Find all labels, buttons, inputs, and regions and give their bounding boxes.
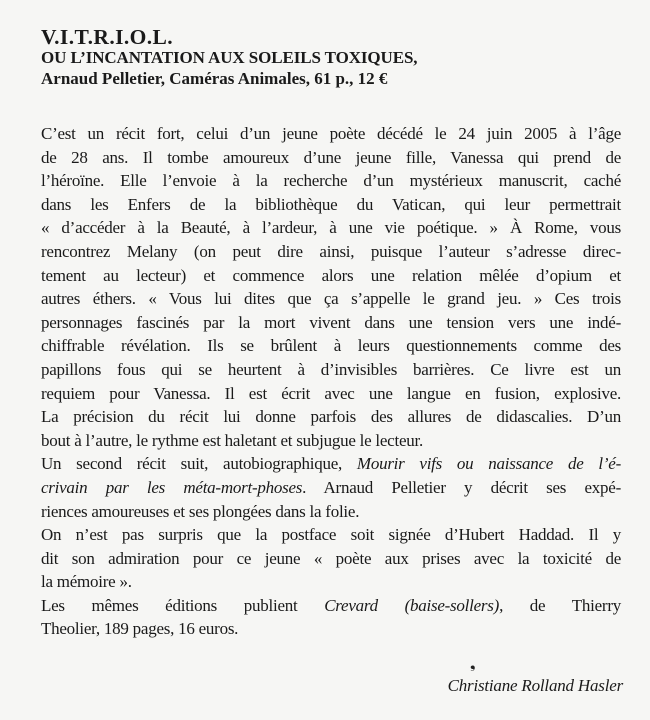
text-run: C’est un récit fort, celui d’un jeune poète décédé le 24 juin 2005 à l’âge bbox=[41, 124, 621, 143]
review-header bbox=[41, 26, 621, 90]
body-line bbox=[41, 122, 621, 146]
text-run: dit son admiration pour ce jeune « poète aux prises avec la toxicité de bbox=[41, 548, 621, 568]
review-signature: Christiane Rolland Hasler bbox=[447, 676, 623, 695]
text-run: « d’accéder à la Beauté, à l’ardeur, à une vie poétique. » À Rome, vous bbox=[41, 218, 621, 238]
text-run: Les mêmes éditions publient bbox=[41, 595, 325, 615]
book-title: V.I.T.R.I.O.L. bbox=[41, 25, 174, 49]
review-body bbox=[41, 122, 621, 641]
body-line bbox=[41, 193, 621, 217]
body-line bbox=[41, 452, 621, 476]
text-run: l’héroïne. Elle l’envoie à la recherche d’un mystérieux manuscrit, caché bbox=[41, 171, 621, 191]
text-run: la mémoire ». bbox=[41, 572, 132, 592]
body-line bbox=[41, 264, 621, 288]
body-line bbox=[41, 547, 621, 571]
body-line bbox=[41, 617, 621, 641]
text-run: personnages fascinés par la mort vivent dans une tension vers une indé- bbox=[41, 312, 621, 332]
body-line bbox=[41, 240, 621, 264]
text-run: Un second récit suit, autobiographique, bbox=[41, 454, 357, 474]
body-line bbox=[41, 500, 621, 524]
body-line bbox=[41, 570, 621, 594]
stray-ink-mark: ❟ bbox=[470, 657, 476, 672]
text-run: On n’est pas surpris que la postface soit signée d’Hubert Haddad. Il y bbox=[41, 525, 621, 545]
body-line bbox=[41, 287, 621, 311]
body-line bbox=[41, 216, 621, 240]
italic-book-title: Mourir vifs ou naissance de l’é- bbox=[356, 454, 621, 474]
body-line bbox=[41, 429, 621, 453]
text-run: tement au lecteur) et commence alors une relation mêlée d’opium et bbox=[41, 265, 621, 285]
italic-book-title: Crevard (baise-sollers) bbox=[324, 595, 500, 615]
body-line bbox=[41, 476, 621, 500]
body-line bbox=[41, 334, 621, 358]
text-run: riences amoureuses et ses plongées dans la folie. bbox=[41, 501, 360, 521]
text-run: papillons fous qui se heurtent à d’invisibles barrières. Ce livre est un bbox=[41, 359, 621, 379]
text-run: dans les Enfers de la bibliothèque du Vatican, qui leur permettrait bbox=[41, 194, 621, 214]
text-run: de 28 ans. Il tombe amoureux d’une jeune fille, Vanessa qui prend de bbox=[41, 147, 621, 167]
text-run: chiffrable révélation. Ils se brûlent à leurs questionnements comme des bbox=[41, 336, 621, 356]
text-run: autres éthers. « Vous lui dites que ça s’appelle le grand jeu. » Ces trois bbox=[41, 289, 621, 309]
body-line bbox=[41, 523, 621, 547]
book-meta: Arnaud Pelletier, Caméras Animales, 61 p., 12 € bbox=[41, 69, 388, 88]
body-line bbox=[41, 405, 621, 429]
body-line bbox=[41, 358, 621, 382]
body-line bbox=[41, 146, 621, 170]
body-line bbox=[41, 382, 621, 406]
text-run: requiem pour Vanessa. Il est écrit avec une langue en fusion, explosive. bbox=[41, 383, 621, 403]
text-run: bout à l’autre, le rythme est haletant et subjugue le lecteur. bbox=[41, 430, 423, 450]
text-run: La précision du récit lui donne parfois des allures de didascalies. D’un bbox=[41, 407, 621, 427]
text-run: Theolier, 189 pages, 16 euros. bbox=[41, 619, 239, 639]
text-run: , de Thierry bbox=[499, 595, 622, 615]
text-run: . Arnaud Pelletier y décrit ses expé- bbox=[302, 477, 621, 497]
text-run: rencontrez Melany (on peut dire ainsi, puisque l’auteur s’adresse direc- bbox=[41, 241, 621, 261]
body-line bbox=[41, 594, 621, 618]
italic-book-title: crivain par les méta-mort-phoses bbox=[41, 477, 303, 497]
book-subtitle: OU L’INCANTATION AUX SOLEILS TOXIQUES, bbox=[41, 48, 418, 67]
body-line bbox=[41, 311, 621, 335]
body-line bbox=[41, 169, 621, 193]
